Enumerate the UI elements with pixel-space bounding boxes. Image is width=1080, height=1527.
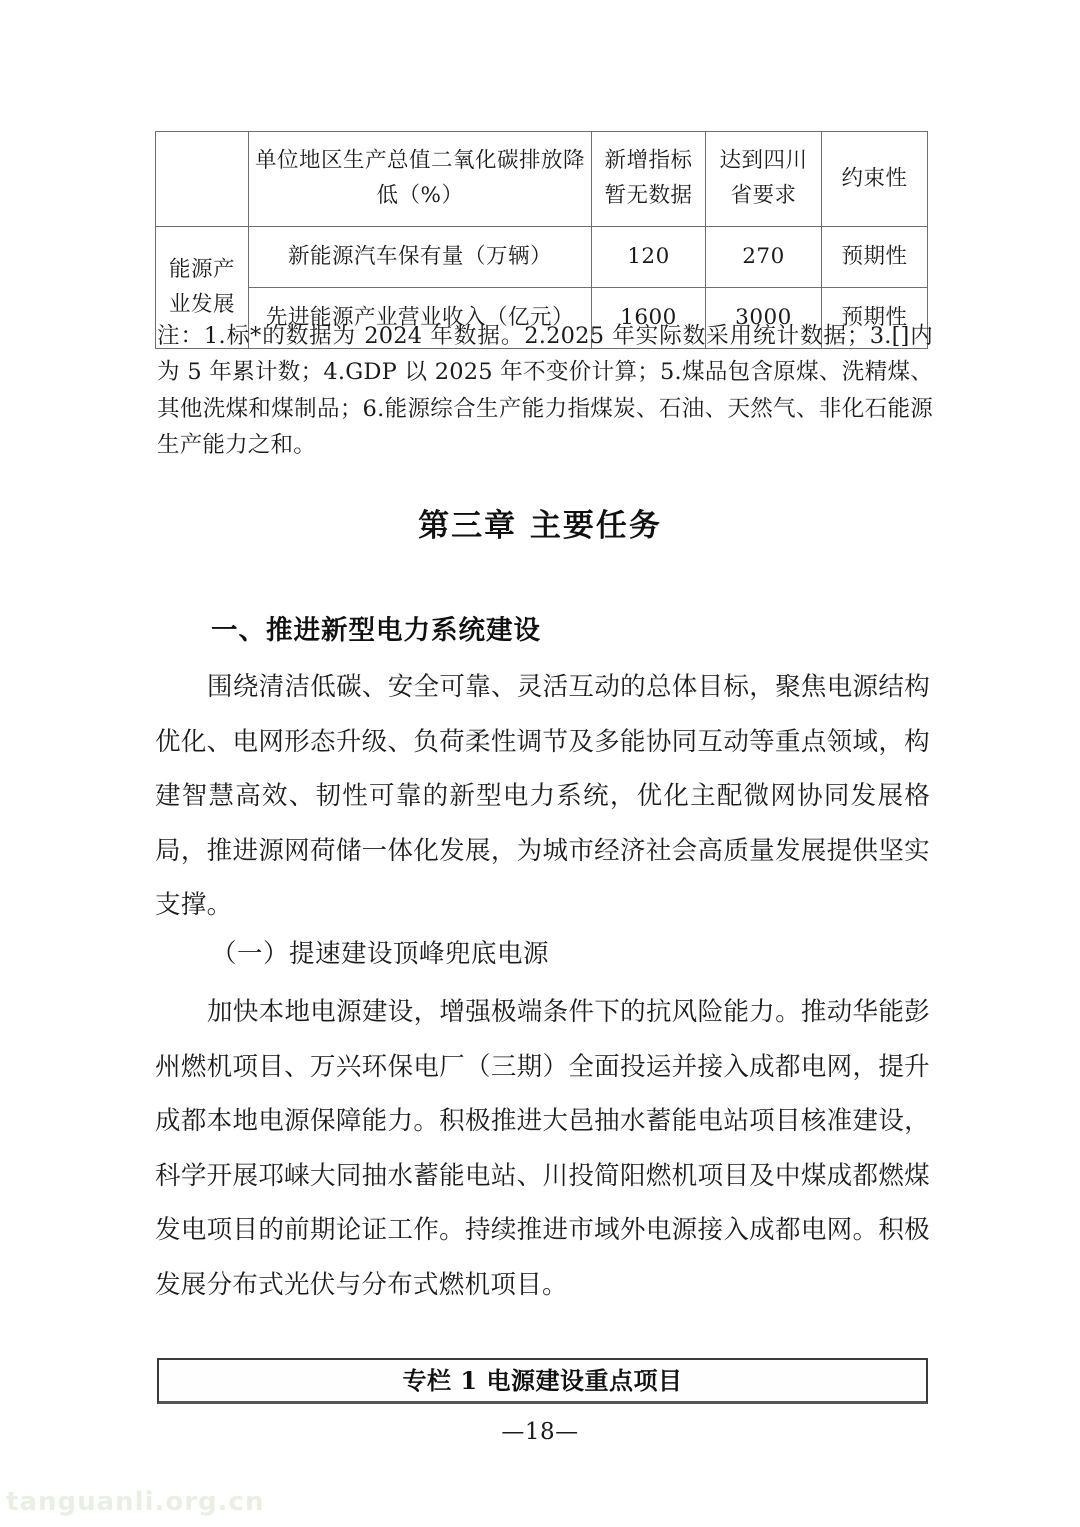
table-cell-attribute: 预期性 [822,227,928,288]
category-line-2: 业发展 [168,291,235,317]
new-target-line-1: 新增指标 [604,148,693,174]
feature-box-title: 专栏 1 电源建设重点项目 [402,1366,683,1395]
table-row [156,227,928,288]
table-cell-new-target: 1600 [592,288,706,349]
table-cell-indicator: 新能源汽车保有量（万辆） [249,227,592,288]
table-cell-attribute: 约束性 [822,132,928,227]
table-cell-attribute: 预期性 [822,288,928,349]
table-cell-sichuan-target [706,132,822,227]
indicator-table [155,131,928,349]
page-number: —18— [501,1419,579,1445]
sichuan-target-line-1: 达到四川 [719,148,808,174]
table-cell-category-empty [156,132,249,227]
table-row [156,132,928,227]
feature-box [157,1358,928,1404]
new-target-line-2: 暂无数据 [604,183,693,208]
category-line-1: 能源产 [168,256,235,282]
subsection-paragraph-1: 加快本地电源建设，增强极端条件下的抗风险能力。推动华能彭州燃机项目、万兴环保电厂（三期）全面投运并接入成都电网，提升成都本地电源保障能力。积极推进大邑抽水蓄能电站项目核准建设，科学开展邛崃大同抽水蓄能电站、川投简阳燃机项目及中煤成都燃煤发电项目的前期论证工作。持续推进市域外电源接入成都电网。积极发展分布式光伏与分布式燃机项目。 [155,997,930,1300]
section-paragraph-1: 围绕清洁低碳、安全可靠、灵活互动的总体目标，聚焦电源结构优化、电网形态升级、负荷柔性调节及多能协同互动等重点领域，构建智慧高效、韧性可靠的新型电力系统，优化主配微网协同发展格局，推进源网荷储一体化发展，为城市经济社会高质量发展提供坚实支撑。 [155,672,930,920]
table-cell-indicator: 单位地区生产总值二氧化碳排放降低（%） [249,132,592,227]
chapter-title: 第三章 主要任务 [418,508,662,544]
sichuan-target-line-2: 省要求 [730,183,797,208]
table-cell-new-target: 120 [592,227,706,288]
table-cell-new-target [592,132,706,227]
site-watermark: tanguanli.org.cn [6,1487,265,1517]
subsection-heading-1: （一）提速建设顶峰兜底电源 [211,939,550,969]
table-cell-sichuan-target: 3000 [706,288,822,349]
table-cell-indicator: 先进能源产业营业收入（亿元） [249,288,592,349]
table-cell-sichuan-target: 270 [706,227,822,288]
table-note: 注：1.标*的数据为 2024 年数据。2.2025 年实际数采用统计数据；3.[]内为 5 年累计数；4.GDP 以 2025 年不变价计算；5.煤品包含原煤、洗精煤、其他洗煤和煤制品；6.能源综合生产能力指煤炭、石油、天然气、非化石能源生产能力之和。 [157,323,933,459]
section-heading-1: 一、推进新型电力系统建设 [211,615,541,646]
